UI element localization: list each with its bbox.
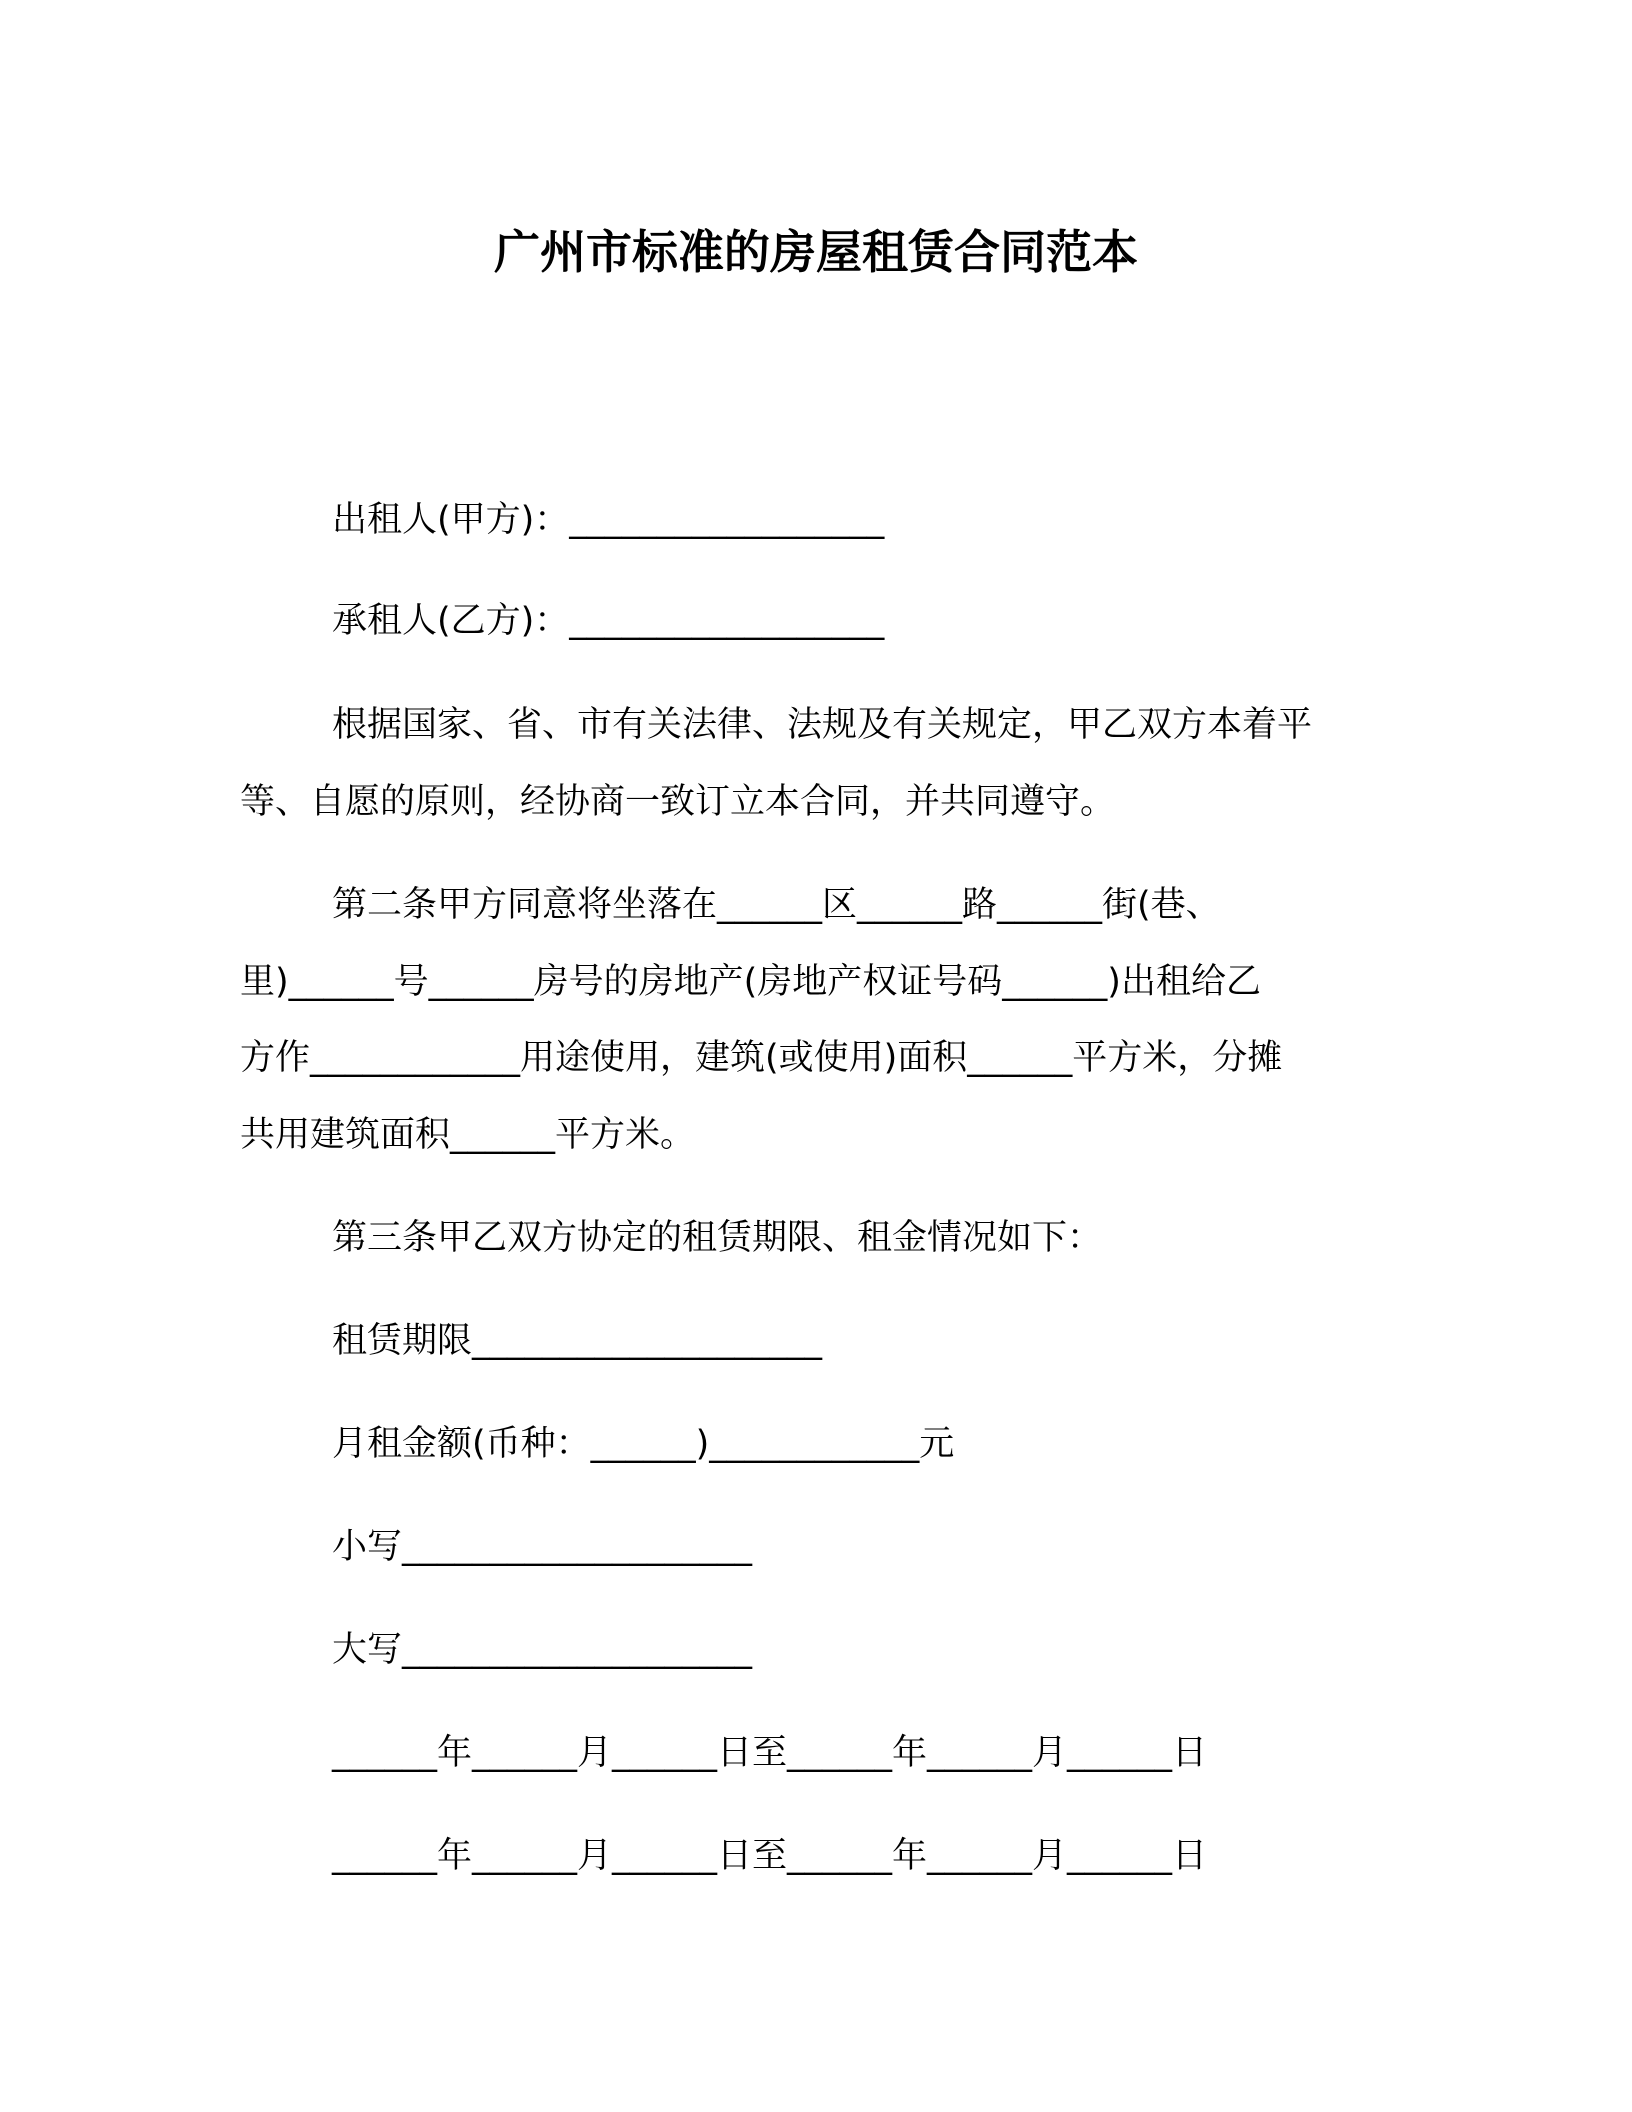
document-title: 广州市标准的房屋租赁合同范本 xyxy=(494,225,1138,279)
article-2-line-3: 方作____________用途使用，建筑(或使用)面积______平方米，分摊 xyxy=(240,1038,1283,1078)
monthly-rent-line: 月租金额(币种：______)____________元 xyxy=(332,1424,955,1464)
preamble-line-2: 等、自愿的原则，经协商一致订立本合同，并共同遵守。 xyxy=(240,782,1116,822)
article-3-heading: 第三条甲乙双方协定的租赁期限、租金情况如下： xyxy=(332,1218,1103,1258)
preamble-line-1: 根据国家、省、市有关法律、法规及有关规定，甲乙双方本着平 xyxy=(332,705,1313,745)
article-2-line-2: 里)______号______房号的房地产(房地产权证号码______)出租给乙 xyxy=(240,962,1261,1002)
amount-uppercase-line: 大写____________________ xyxy=(332,1630,753,1670)
date-range-line-2: ______年______月______日至______年______月______日 xyxy=(332,1836,1208,1876)
lease-term-line: 租赁期限____________________ xyxy=(332,1321,823,1361)
amount-lowercase-line: 小写____________________ xyxy=(332,1527,753,1567)
article-2-line-4: 共用建筑面积______平方米。 xyxy=(240,1115,696,1155)
lessor-line: 出租人(甲方)：__________________ xyxy=(332,500,885,540)
article-2-line-1: 第二条甲方同意将坐落在______区______路______街(巷、 xyxy=(332,885,1221,925)
lessee-line: 承租人(乙方)：__________________ xyxy=(332,601,885,641)
date-range-line-1: ______年______月______日至______年______月______日 xyxy=(332,1733,1208,1773)
